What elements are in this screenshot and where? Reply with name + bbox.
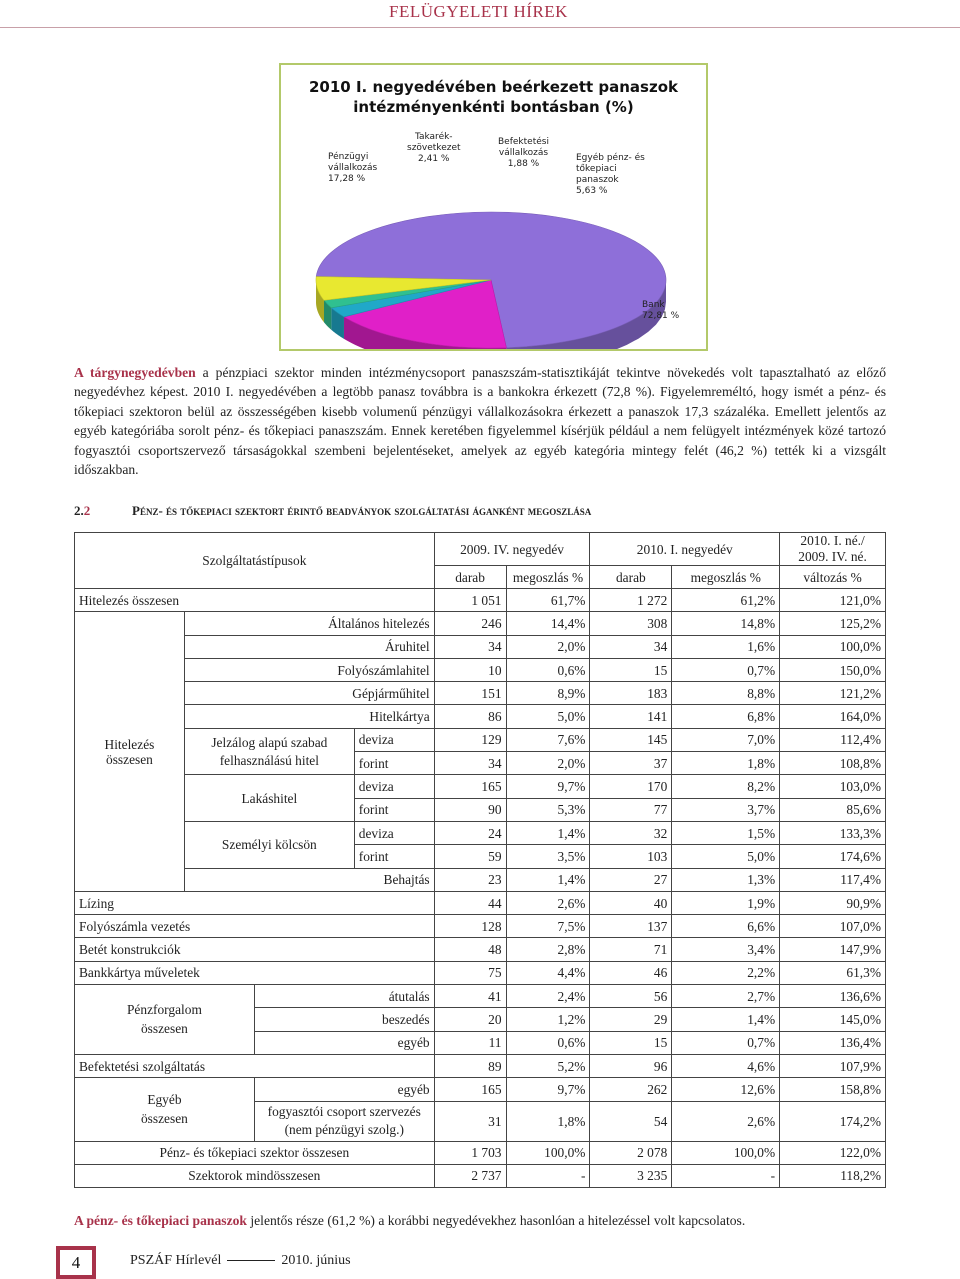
body-paragraph <box>74 363 886 479</box>
table-row: Befektetési szolgáltatás 89 5,2% 96 4,6% 107,9% <box>75 1054 886 1077</box>
complaints-table <box>74 532 886 1188</box>
table-row: Egyéb összesen egyéb 165 9,7% 262 12,6% 158,8% <box>75 1078 886 1101</box>
page-number: 4 <box>60 1250 92 1275</box>
table-row: Lakáshitel deviza 165 9,7% 170 8,2% 103,0% <box>75 775 886 798</box>
section-title: Pénz- és tőkepiaci szektort érintő beadványok szolgáltatási áganként megoszlása <box>132 503 592 518</box>
group-lakashitel: Lakáshitel <box>184 775 354 822</box>
header-darab-1: darab <box>434 566 506 589</box>
header-period-1: 2009. IV. negyedév <box>434 533 590 566</box>
section-heading: 2.2 Pénz- és tőkepiaci szektort érintő beadványok szolgáltatási áganként megoszlása <box>74 503 592 518</box>
table-row: Hitelkártya 86 5,0% 141 6,8% 164,0% <box>75 705 886 728</box>
table-row: Folyószámla vezetés 128 7,5% 137 6,6% 107,0% <box>75 915 886 938</box>
label-egyeb-panaszok: Egyéb pénz- és tőkepiaci panaszok 5,63 % <box>576 153 645 196</box>
header-divider <box>0 27 960 28</box>
table-row: forint 34 2,0% 37 1,8% 108,8% <box>75 752 886 775</box>
table-row: Lízing 44 2,6% 40 1,9% 90,9% <box>75 891 886 914</box>
group-szemelyi-kolcson: Személyi kölcsön <box>184 821 354 868</box>
table-row: Szektorok mindösszesen 2 737 - 3 235 - 118,2% <box>75 1164 886 1187</box>
group-penzforgalom: Pénzforgalom összesen <box>75 985 255 1055</box>
paragraph-body: a pénzpiaci szektor minden intézménycsoport panaszszám-statisztikáját tekintve növekedés volt tapasztalható az előző negyedévhez képest. 2010 I. negyedévében a legtöbb panasz továbbra is a bankokra érkezett (72,8 %). Figyelemreméltó, hogy ismét a pénz- és tőkepiaci szektoron belül az összességében kisebb volumenű pénzügyi vállalkozásokra érkezett a panaszok 17,3 százaléka. Emellett jelentős az egyéb kategóriába sorolt pénz- és tőkepiaci panaszszám. Ennek keretében figyelemmel kísérjük például a nem felügyelt intézmények közé tartozó fogyasztói csoportszervező társaságokkal szembeni bejelentéseket, amelyek az egyéb kategória mintegy felét (46,2 %) tették ki a vizsgált időszakban. <box>74 365 886 478</box>
table-row: Jelzálog alapú szabad felhasználású hitel deviza 129 7,6% 145 7,0% 112,4% <box>75 728 886 751</box>
group-hitelezes-osszesen: Hitelezés összesen <box>75 612 185 892</box>
table-row: Pénzforgalom összesen átutalás 41 2,4% 56 2,7% 136,6% <box>75 985 886 1008</box>
chart-title-line-2: intézményenkénti bontásban (%) <box>353 98 634 116</box>
table-row: forint 59 3,5% 103 5,0% 174,6% <box>75 845 886 868</box>
table-row: beszedés 20 1,2% 29 1,4% 145,0% <box>75 1008 886 1031</box>
header-megoszlas-2: megoszlás % <box>672 566 780 589</box>
label-befektetesi-vallalkozas: Befektetési vállalkozás 1,88 % <box>498 137 549 169</box>
pie-chart-frame <box>279 63 708 351</box>
table-row: forint 90 5,3% 77 3,7% 85,6% <box>75 798 886 821</box>
label-takarekszovetkezet: Takarék- szövetkezet 2,41 % <box>407 132 461 164</box>
table-row: Gépjárműhitel 151 8,9% 183 8,8% 121,2% <box>75 682 886 705</box>
table-row: egyéb 11 0,6% 15 0,7% 136,4% <box>75 1031 886 1054</box>
table-row: Hitelezés összesen 1 051 61,7% 1 272 61,2% 121,0% <box>75 589 886 612</box>
table-row: Pénz- és tőkepiaci szektor összesen 1 703 100,0% 2 078 100,0% 122,0% <box>75 1141 886 1164</box>
table-row: Folyószámlahitel 10 0,6% 15 0,7% 150,0% <box>75 658 886 681</box>
label-bank: Bank 72,81 % <box>642 300 680 321</box>
page-header <box>0 0 960 26</box>
header-darab-2: darab <box>590 566 672 589</box>
footnote: A pénz- és tőkepiaci panaszok jelentős része (61,2 %) a korábbi negyedévekhez hasonlóan a hitelezéssel volt kapcsolatos. <box>74 1213 746 1228</box>
table-row: Bankkártya műveletek 75 4,4% 46 2,2% 61,3% <box>75 961 886 984</box>
header-megoszlas-1: megoszlás % <box>506 566 590 589</box>
header-title: FELÜGYELETI HÍREK <box>389 2 568 21</box>
header-valtozas: változás % <box>780 566 886 589</box>
table-row: Behajtás 23 1,4% 27 1,3% 117,4% <box>75 868 886 891</box>
header-period-2: 2010. I. negyedév <box>590 533 780 566</box>
chart-title-line-1: 2010 I. negyedévében beérkezett panaszok <box>309 78 678 96</box>
group-jelzalog: Jelzálog alapú szabad felhasználású hitel <box>184 728 354 775</box>
chart-title <box>281 77 706 117</box>
table-header-row-1 <box>75 533 886 566</box>
page-footer <box>0 1246 960 1279</box>
label-penzugyi-vallalkozas: Pénzügyi vállalkozás 17,28 % <box>328 152 378 184</box>
table-row: fogyasztói csoport szervezés (nem pénzügyi szolg.) 31 1,8% 54 2,6% 174,2% <box>75 1101 886 1141</box>
group-egyeb: Egyéb összesen <box>75 1078 255 1141</box>
table-row: Áruhitel 34 2,0% 34 1,6% 100,0% <box>75 635 886 658</box>
paragraph-lead: A tárgynegyedévben <box>74 365 196 380</box>
footer-publication: PSZÁF Hírlevél 2010. június <box>130 1253 351 1268</box>
header-change-period: 2010. I. né./ 2009. IV. né. <box>780 533 886 566</box>
table-row: Hitelezés összesen Általános hitelezés 246 14,4% 308 14,8% 125,2% <box>75 612 886 635</box>
table-row: Személyi kölcsön deviza 24 1,4% 32 1,5% 133,3% <box>75 821 886 844</box>
table-row: Betét konstrukciók 48 2,8% 71 3,4% 147,9% <box>75 938 886 961</box>
header-service-types: Szolgáltatástípusok <box>75 533 435 589</box>
